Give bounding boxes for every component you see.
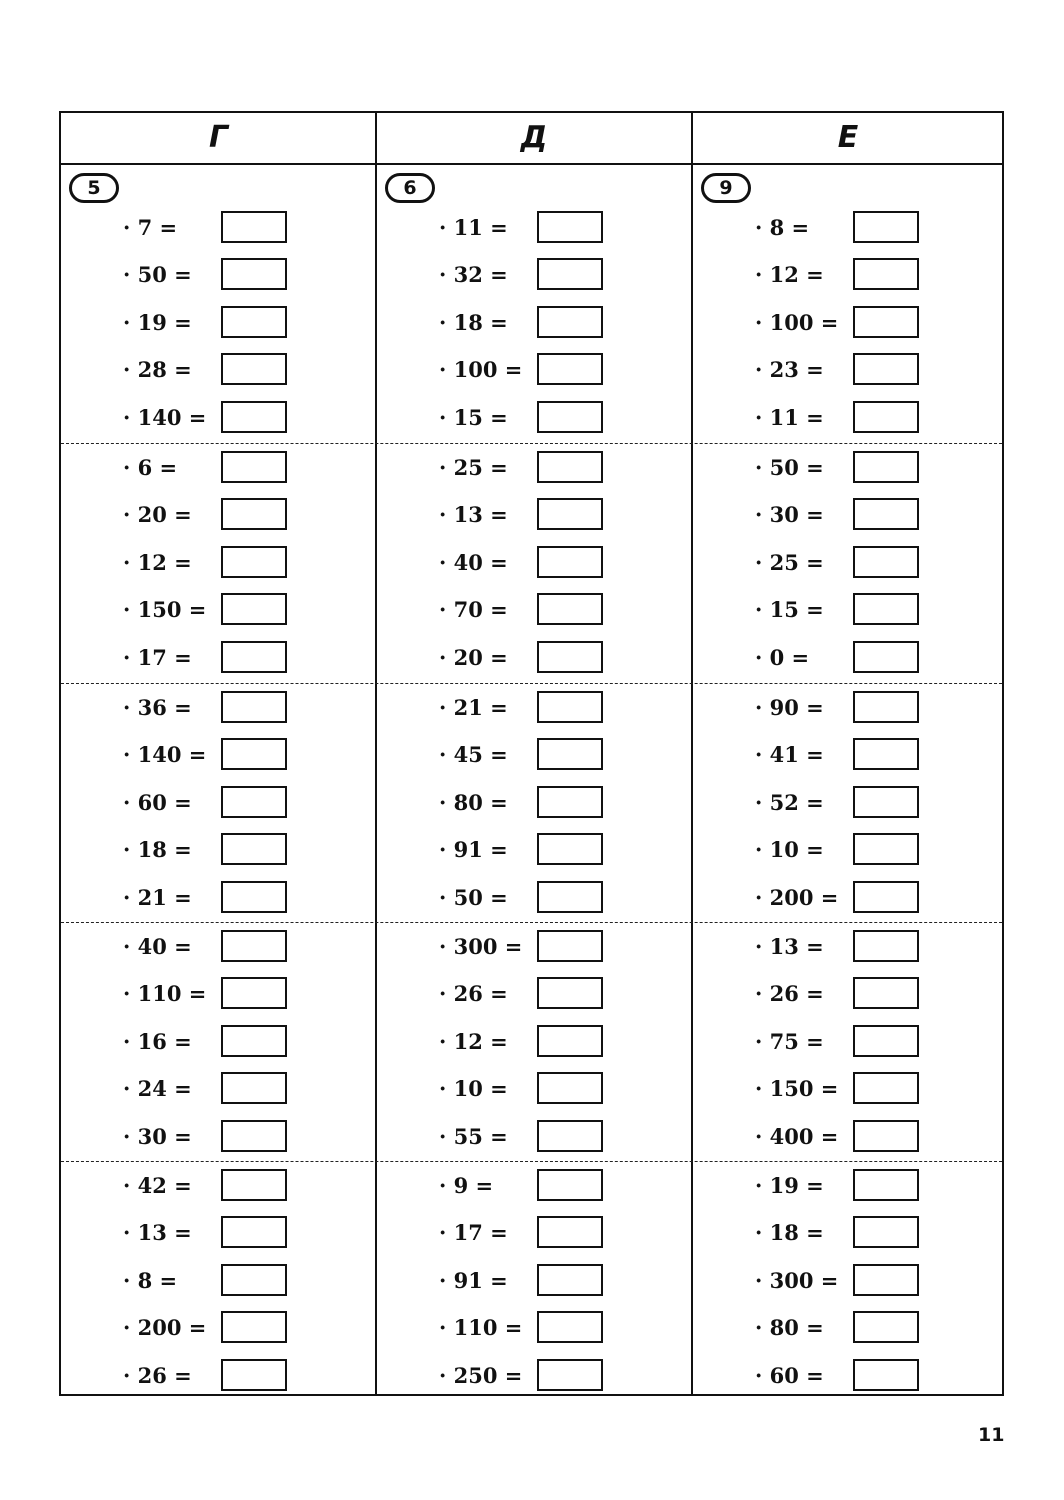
multiplication-expression: · 7 = — [123, 215, 178, 240]
answer-box[interactable] — [221, 401, 287, 433]
multiplication-expression: · 8 = — [755, 215, 810, 240]
multiplication-expression: · 6 = — [123, 455, 178, 480]
exercise-row — [439, 930, 639, 964]
exercise-row — [123, 353, 323, 387]
answer-box[interactable] — [853, 1311, 919, 1343]
answer-box[interactable] — [221, 833, 287, 865]
multiplication-expression: · 250 = — [439, 1362, 523, 1388]
answer-box[interactable] — [221, 930, 287, 962]
exercise-row — [123, 593, 323, 627]
answer-box[interactable] — [537, 1216, 603, 1248]
exercise-row — [755, 258, 955, 292]
exercise-row — [123, 211, 323, 245]
answer-box[interactable] — [537, 546, 603, 578]
multiplication-expression: · 55 = — [439, 1123, 508, 1149]
multiplication-expression: · 25 = — [755, 549, 824, 575]
answer-box[interactable] — [537, 593, 603, 625]
exercise-row — [755, 1264, 955, 1298]
answer-box[interactable] — [221, 1359, 287, 1391]
column-header-e: Е — [837, 120, 859, 155]
answer-box[interactable] — [221, 1072, 287, 1104]
multiplication-expression: · 16 = — [123, 1028, 192, 1054]
answer-box[interactable] — [853, 1072, 919, 1104]
exercise-row — [755, 1169, 955, 1203]
multiplication-expression: · 0 = — [755, 644, 810, 670]
multiplication-expression: · 20 = — [123, 502, 192, 528]
multiplication-expression: · 19 = — [755, 1173, 824, 1198]
exercise-row — [439, 1359, 639, 1393]
multiplication-expression: · 140 = — [123, 404, 207, 430]
exercise-row — [123, 977, 323, 1011]
exercise-row — [123, 498, 323, 532]
answer-box[interactable] — [221, 306, 287, 338]
exercise-row — [439, 738, 639, 772]
exercise-row — [439, 353, 639, 387]
exercise-row — [755, 401, 955, 435]
multiplication-expression: · 150 = — [123, 597, 207, 623]
multiplication-expression: · 100 = — [755, 309, 839, 335]
answer-box[interactable] — [853, 930, 919, 962]
exercise-row — [755, 738, 955, 772]
multiplication-expression: · 150 = — [755, 1076, 839, 1102]
answer-box[interactable] — [853, 1169, 919, 1201]
multiplication-expression: · 17 = — [123, 644, 192, 670]
exercise-row — [439, 451, 639, 485]
multiplication-expression: · 21 = — [123, 884, 192, 910]
multiplication-expression: · 300 = — [439, 934, 523, 959]
exercise-row — [439, 833, 639, 867]
answer-box[interactable] — [853, 1120, 919, 1152]
exercise-row — [123, 786, 323, 820]
answer-box[interactable] — [853, 401, 919, 433]
answer-box[interactable] — [537, 306, 603, 338]
answer-box[interactable] — [537, 353, 603, 385]
exercise-row — [439, 306, 639, 340]
exercise-row — [123, 881, 323, 915]
exercise-row — [123, 1311, 323, 1345]
exercise-row — [439, 1120, 639, 1154]
answer-box[interactable] — [221, 738, 287, 770]
exercise-row — [123, 1025, 323, 1059]
multiplication-expression: · 12 = — [439, 1028, 508, 1054]
multiplication-expression: · 400 = — [755, 1123, 839, 1149]
exercise-table — [59, 111, 1004, 1396]
answer-box[interactable] — [221, 258, 287, 290]
multiplication-expression: · 40 = — [439, 549, 508, 575]
multiplication-expression: · 200 = — [123, 1315, 207, 1341]
exercise-row — [439, 641, 639, 675]
multiplication-expression: · 28 = — [123, 357, 192, 383]
multiplication-expression: · 17 = — [439, 1220, 508, 1246]
answer-box[interactable] — [537, 211, 603, 243]
multiplication-expression: · 52 = — [755, 789, 824, 815]
multiplication-expression: · 26 = — [439, 981, 508, 1007]
multiplication-expression: · 21 = — [439, 695, 508, 720]
multiplication-expression: · 18 = — [755, 1220, 824, 1246]
answer-box[interactable] — [537, 881, 603, 913]
answer-box[interactable] — [853, 1359, 919, 1391]
answer-box[interactable] — [537, 786, 603, 818]
exercise-row — [439, 211, 639, 245]
answer-box[interactable] — [853, 786, 919, 818]
multiplication-expression: · 15 = — [439, 404, 508, 430]
answer-box[interactable] — [221, 593, 287, 625]
answer-box[interactable] — [537, 833, 603, 865]
answer-box[interactable] — [853, 498, 919, 530]
exercise-row — [755, 1072, 955, 1106]
exercise-row — [123, 691, 323, 725]
multiplication-expression: · 8 = — [123, 1267, 178, 1293]
answer-box[interactable] — [537, 738, 603, 770]
exercise-row — [123, 641, 323, 675]
answer-box[interactable] — [221, 641, 287, 673]
multiplication-expression: · 42 = — [123, 1173, 192, 1198]
multiplication-expression: · 26 = — [755, 981, 824, 1007]
exercise-row — [123, 306, 323, 340]
multiplication-expression: · 80 = — [439, 789, 508, 815]
answer-box[interactable] — [221, 546, 287, 578]
exercise-row — [123, 258, 323, 292]
multiplication-expression: · 200 = — [755, 884, 839, 910]
answer-box[interactable] — [853, 1216, 919, 1248]
multiplication-expression: · 40 = — [123, 934, 192, 959]
answer-box[interactable] — [537, 1072, 603, 1104]
multiplication-expression: · 13 = — [123, 1220, 192, 1246]
exercise-row — [439, 977, 639, 1011]
multiplication-expression: · 13 = — [439, 502, 508, 528]
multiplication-expression: · 15 = — [755, 597, 824, 623]
answer-box[interactable] — [221, 498, 287, 530]
answer-box[interactable] — [853, 353, 919, 385]
multiplication-expression: · 20 = — [439, 644, 508, 670]
exercise-row — [123, 401, 323, 435]
exercise-row — [755, 546, 955, 580]
column-header-row — [61, 113, 1002, 165]
answer-box[interactable] — [853, 593, 919, 625]
answer-box[interactable] — [221, 211, 287, 243]
exercise-row — [755, 498, 955, 532]
answer-box[interactable] — [221, 691, 287, 723]
multiplication-expression: · 100 = — [439, 357, 523, 383]
column-header-g: Г — [208, 120, 229, 155]
exercise-row — [123, 1120, 323, 1154]
multiplication-expression: · 9 = — [439, 1173, 494, 1198]
multiplication-expression: · 26 = — [123, 1362, 192, 1388]
multiplication-expression: · 41 = — [755, 742, 824, 768]
multiplication-expression: · 91 = — [439, 837, 508, 863]
answer-box[interactable] — [853, 1025, 919, 1057]
exercise-row — [755, 1216, 955, 1250]
column-divider — [375, 113, 377, 1394]
answer-box[interactable] — [537, 1025, 603, 1057]
multiplication-expression: · 80 = — [755, 1315, 824, 1341]
multiplication-expression: · 23 = — [755, 357, 824, 383]
exercise-row — [439, 401, 639, 435]
multiplication-expression: · 50 = — [755, 455, 824, 480]
multiplication-expression: · 70 = — [439, 597, 508, 623]
exercise-row — [755, 1025, 955, 1059]
multiplication-expression: · 45 = — [439, 742, 508, 768]
exercise-row — [123, 546, 323, 580]
multiplication-expression: · 36 = — [123, 695, 192, 720]
exercise-row — [123, 1216, 323, 1250]
exercise-row — [123, 451, 323, 485]
answer-box[interactable] — [221, 1120, 287, 1152]
answer-box[interactable] — [537, 1311, 603, 1343]
exercise-row — [123, 1072, 323, 1106]
task-number-badge: 6 — [385, 173, 435, 203]
exercise-row — [123, 738, 323, 772]
exercise-row — [755, 1120, 955, 1154]
multiplication-expression: · 18 = — [123, 837, 192, 863]
exercise-row — [123, 1264, 323, 1298]
multiplication-expression: · 50 = — [439, 884, 508, 910]
exercise-row — [123, 1359, 323, 1393]
exercise-row — [439, 881, 639, 915]
answer-box[interactable] — [221, 1311, 287, 1343]
exercise-row — [755, 211, 955, 245]
answer-box[interactable] — [221, 786, 287, 818]
exercise-row — [439, 546, 639, 580]
multiplication-expression: · 11 = — [439, 215, 508, 240]
exercise-row — [755, 833, 955, 867]
multiplication-expression: · 60 = — [755, 1362, 824, 1388]
multiplication-expression: · 12 = — [123, 549, 192, 575]
page-number: 11 — [978, 1424, 1005, 1446]
group-separator — [61, 683, 1002, 684]
exercise-row — [439, 1072, 639, 1106]
multiplication-expression: · 60 = — [123, 789, 192, 815]
exercise-row — [439, 786, 639, 820]
multiplication-expression: · 25 = — [439, 455, 508, 480]
exercise-row — [439, 1025, 639, 1059]
answer-box[interactable] — [221, 1169, 287, 1201]
exercise-row — [755, 353, 955, 387]
multiplication-expression: · 18 = — [439, 309, 508, 335]
exercise-row — [439, 258, 639, 292]
exercise-row — [755, 977, 955, 1011]
multiplication-expression: · 110 = — [439, 1315, 523, 1341]
exercise-row — [755, 641, 955, 675]
exercise-row — [755, 691, 955, 725]
multiplication-expression: · 75 = — [755, 1028, 824, 1054]
answer-box[interactable] — [537, 691, 603, 723]
answer-box[interactable] — [853, 881, 919, 913]
answer-box[interactable] — [853, 258, 919, 290]
exercise-row — [439, 691, 639, 725]
exercise-row — [439, 1264, 639, 1298]
answer-box[interactable] — [853, 451, 919, 483]
column-divider — [691, 113, 693, 1394]
multiplication-expression: · 91 = — [439, 1267, 508, 1293]
exercise-row — [123, 1169, 323, 1203]
answer-box[interactable] — [853, 546, 919, 578]
task-number-badge: 9 — [701, 173, 751, 203]
exercise-row — [755, 593, 955, 627]
exercise-row — [439, 1216, 639, 1250]
exercise-row — [439, 1169, 639, 1203]
multiplication-expression: · 13 = — [755, 934, 824, 959]
exercise-row — [439, 1311, 639, 1345]
exercise-row — [755, 786, 955, 820]
exercise-row — [755, 1311, 955, 1345]
answer-box[interactable] — [221, 977, 287, 1009]
answer-box[interactable] — [537, 1264, 603, 1296]
multiplication-expression: · 24 = — [123, 1076, 192, 1102]
answer-box[interactable] — [853, 641, 919, 673]
exercise-row — [439, 498, 639, 532]
multiplication-expression: · 11 = — [755, 404, 824, 430]
answer-box[interactable] — [537, 1120, 603, 1152]
answer-box[interactable] — [537, 1359, 603, 1391]
multiplication-expression: · 10 = — [755, 837, 824, 863]
multiplication-expression: · 30 = — [755, 502, 824, 528]
answer-box[interactable] — [537, 930, 603, 962]
answer-box[interactable] — [221, 451, 287, 483]
multiplication-expression: · 110 = — [123, 981, 207, 1007]
answer-box[interactable] — [853, 977, 919, 1009]
answer-box[interactable] — [221, 1025, 287, 1057]
exercise-row — [439, 593, 639, 627]
answer-box[interactable] — [537, 258, 603, 290]
exercise-row — [755, 881, 955, 915]
group-separator — [61, 443, 1002, 444]
answer-box[interactable] — [853, 738, 919, 770]
answer-box[interactable] — [537, 451, 603, 483]
multiplication-expression: · 32 = — [439, 262, 508, 288]
answer-box[interactable] — [537, 641, 603, 673]
column-header-d: Д — [520, 120, 548, 155]
multiplication-expression: · 300 = — [755, 1267, 839, 1293]
answer-box[interactable] — [853, 833, 919, 865]
exercise-row — [755, 930, 955, 964]
answer-box[interactable] — [221, 881, 287, 913]
multiplication-expression: · 50 = — [123, 262, 192, 288]
exercise-row — [755, 306, 955, 340]
multiplication-expression: · 90 = — [755, 695, 824, 720]
task-number-badge: 5 — [69, 173, 119, 203]
answer-box[interactable] — [537, 1169, 603, 1201]
multiplication-expression: · 10 = — [439, 1076, 508, 1102]
exercise-row — [755, 451, 955, 485]
multiplication-expression: · 30 = — [123, 1123, 192, 1149]
answer-box[interactable] — [537, 977, 603, 1009]
exercise-row — [123, 833, 323, 867]
answer-box[interactable] — [853, 211, 919, 243]
answer-box[interactable] — [853, 1264, 919, 1296]
multiplication-expression: · 140 = — [123, 742, 207, 768]
answer-box[interactable] — [537, 498, 603, 530]
answer-box[interactable] — [221, 1216, 287, 1248]
multiplication-expression: · 19 = — [123, 309, 192, 335]
answer-box[interactable] — [537, 401, 603, 433]
answer-box[interactable] — [853, 691, 919, 723]
group-separator — [61, 922, 1002, 923]
group-separator — [61, 1161, 1002, 1162]
answer-box[interactable] — [853, 306, 919, 338]
answer-box[interactable] — [221, 1264, 287, 1296]
exercise-row — [123, 930, 323, 964]
answer-box[interactable] — [221, 353, 287, 385]
multiplication-expression: · 12 = — [755, 262, 824, 288]
exercise-row — [755, 1359, 955, 1393]
